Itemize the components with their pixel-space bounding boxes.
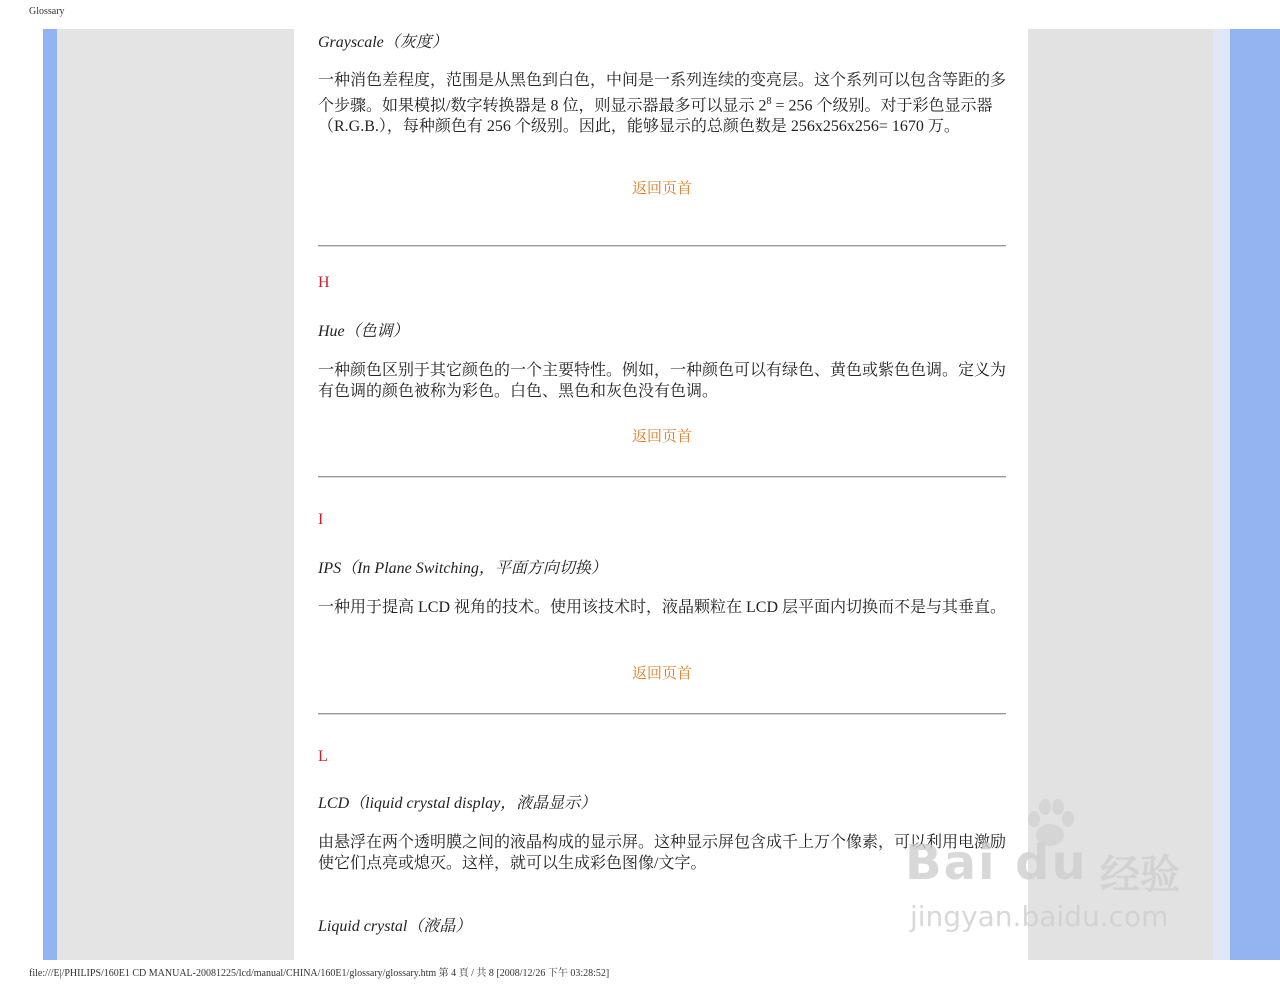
section-divider xyxy=(318,245,1006,247)
back-to-top-link[interactable]: 返回页首 xyxy=(631,666,692,682)
section-letter-l: L xyxy=(318,748,328,765)
term-hue: Hue（色调） xyxy=(318,323,409,340)
print-header-title: Glossary xyxy=(29,6,65,17)
back-to-top-link[interactable]: 返回页首 xyxy=(631,181,692,197)
section-letter-h: H xyxy=(318,274,330,291)
right-blue-bar xyxy=(1230,29,1280,960)
term-grayscale: Grayscale（灰度） xyxy=(318,34,448,51)
watermark-url: jingyan.baidu.com xyxy=(910,900,1169,933)
watermark-logo-text: Bai du xyxy=(905,835,1088,891)
print-footer: file:///E|/PHILIPS/160E1 CD MANUAL-20081225/lcd/manual/CHINA/160E1/glossary/glossary.htm 第 4 頁 / 共 8 [2008/12/26 下午 03:28:52] xyxy=(29,968,610,979)
right-light-strip xyxy=(1213,29,1230,960)
left-gray-panel xyxy=(57,29,294,960)
definition-grayscale-part2: = 256 个级别。对于彩色显示器（R.G.B.），每种颜色有 256 个级别。因此，能够显示的总颜色数是 256x256x256= 1670 万。 xyxy=(318,97,993,136)
term-liquid-crystal: Liquid crystal（液晶） xyxy=(318,918,472,935)
section-divider xyxy=(318,713,1006,715)
section-divider xyxy=(318,476,1006,478)
watermark-chinese-text: 经验 xyxy=(1100,852,1180,898)
definition-grayscale-part1: 一种消色差程度，范围是从黑色到白色，中间是一系列连续的变亮层。这个系列可以包含等距的多个步骤。如果模拟/数字转换器是 8 位，则显示器最多可以显示 2 xyxy=(318,72,1007,115)
left-blue-bar xyxy=(43,29,57,960)
definition-grayscale xyxy=(318,70,1008,137)
definition-hue: 一种颜色区别于其它颜色的一个主要特性。例如，一种颜色可以有绿色、黄色或紫色色调。定义为有色调的颜色被称为彩色。白色、黑色和灰色没有色调。 xyxy=(318,362,1007,400)
term-lcd: LCD（liquid crystal display，液晶显示） xyxy=(318,795,597,812)
baidu-watermark xyxy=(905,795,1205,945)
section-letter-i: I xyxy=(318,511,324,528)
superscript-exponent: 8 xyxy=(766,96,772,107)
definition-ips: 一种用于提高 LCD 视角的技术。使用该技术时，液晶颗粒在 LCD 层平面内切换而不是与其垂直。 xyxy=(318,599,1007,616)
back-to-top-link[interactable]: 返回页首 xyxy=(631,429,692,445)
definition-lcd: 由悬浮在两个透明膜之间的液晶构成的显示屏。这种显示屏包含成千上万个像素，可以利用电激励使它们点亮或熄灭。这样，就可以生成彩色图像/文字。 xyxy=(318,834,1007,872)
term-ips: IPS（In Plane Switching，平面方向切换） xyxy=(318,560,607,577)
